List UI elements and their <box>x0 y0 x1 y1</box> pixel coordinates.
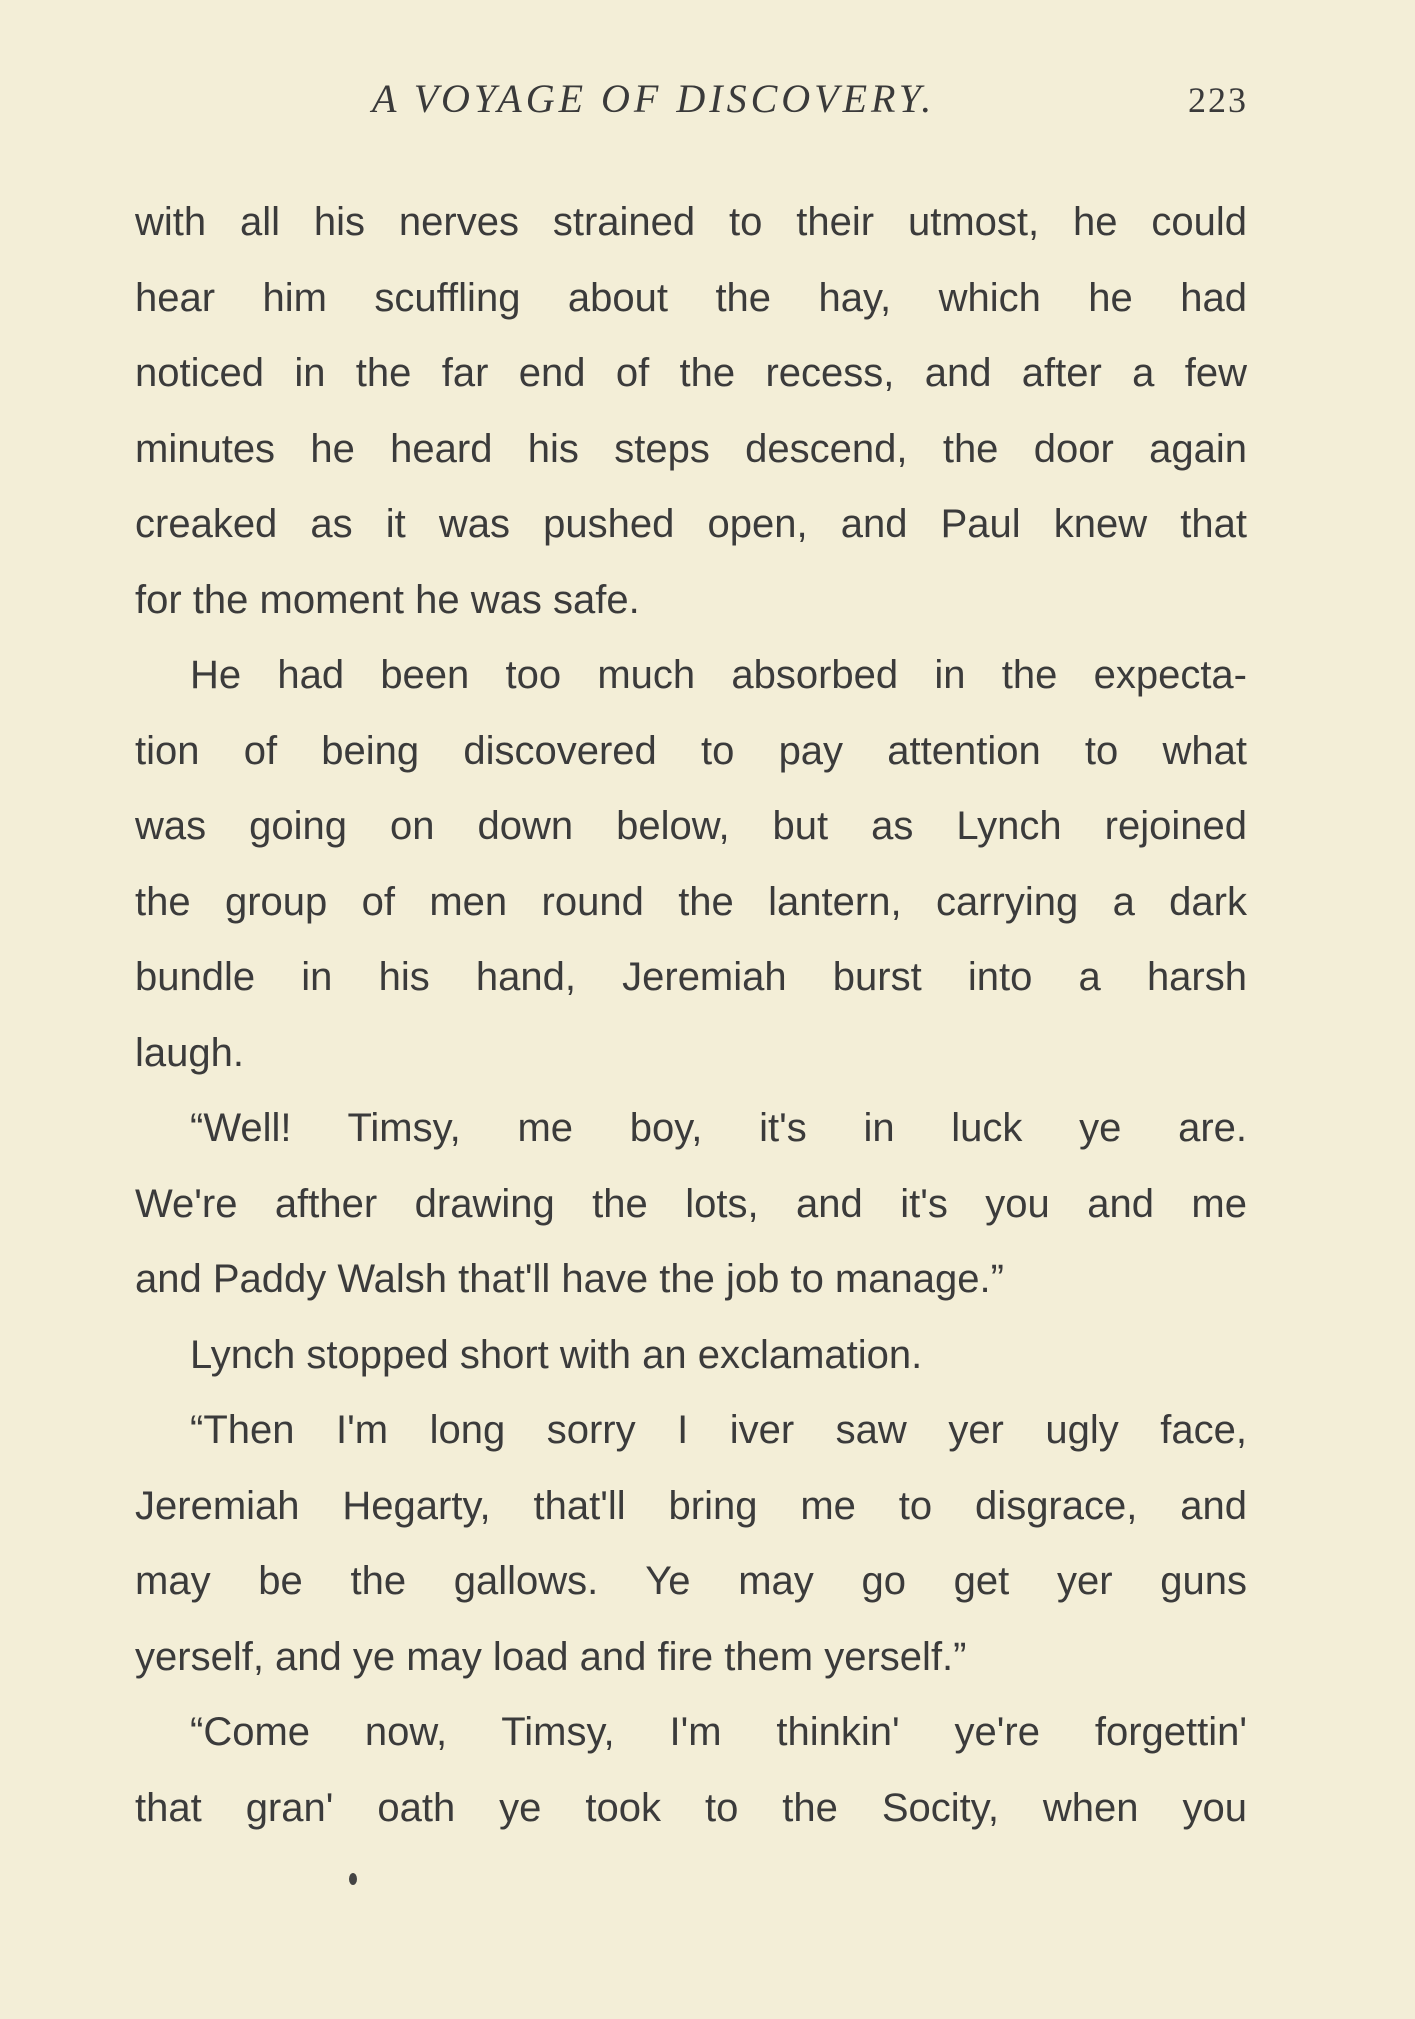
text-line: that gran' oath ye took to the Socity, when you <box>135 1785 1247 1830</box>
body-text <box>135 185 1247 1846</box>
text-line: hear him scuffling about the hay, which he had <box>135 275 1247 320</box>
text-line: the group of men round the lantern, carrying a dark <box>135 879 1247 924</box>
running-title: A VOYAGE OF DISCOVERY. <box>372 76 936 121</box>
text-line: “Come now, Timsy, I'm thinkin' ye're forgettin' <box>190 1710 1247 1754</box>
text-line: tion of being discovered to pay attention to what <box>135 728 1247 773</box>
text-line: and Paddy Walsh that'll have the job to manage.” <box>135 1257 1004 1301</box>
page-number: 223 <box>1188 80 1248 120</box>
text-line: may be the gallows. Ye may go get yer guns <box>135 1559 1247 1603</box>
text-line: for the moment he was safe. <box>135 577 640 622</box>
text-line: noticed in the far end of the recess, and after a few <box>135 351 1247 395</box>
ink-dot <box>349 1873 357 1885</box>
text-line: was going on down below, but as Lynch rejoined <box>135 804 1247 848</box>
running-header <box>0 75 1415 135</box>
text-line: with all his nerves strained to their utmost, he could <box>135 200 1247 244</box>
text-line: We're afther drawing the lots, and it's you and me <box>135 1181 1247 1226</box>
text-line: bundle in his hand, Jeremiah burst into a harsh <box>135 955 1247 999</box>
text-line: yerself, and ye may load and fire them yerself.” <box>135 1634 967 1679</box>
text-line: Jeremiah Hegarty, that'll bring me to disgrace, and <box>135 1483 1247 1528</box>
text-line: laugh. <box>135 1030 244 1075</box>
text-line: Lynch stopped short with an exclamation. <box>190 1332 923 1377</box>
text-line: “Well! Timsy, me boy, it's in luck ye are. <box>190 1106 1247 1150</box>
text-line: minutes he heard his steps descend, the door again <box>135 426 1247 471</box>
text-line: creaked as it was pushed open, and Paul knew that <box>135 502 1247 546</box>
text-line: He had been too much absorbed in the expecta- <box>190 653 1247 697</box>
text-line: “Then I'm long sorry I iver saw yer ugly face, <box>190 1408 1247 1452</box>
